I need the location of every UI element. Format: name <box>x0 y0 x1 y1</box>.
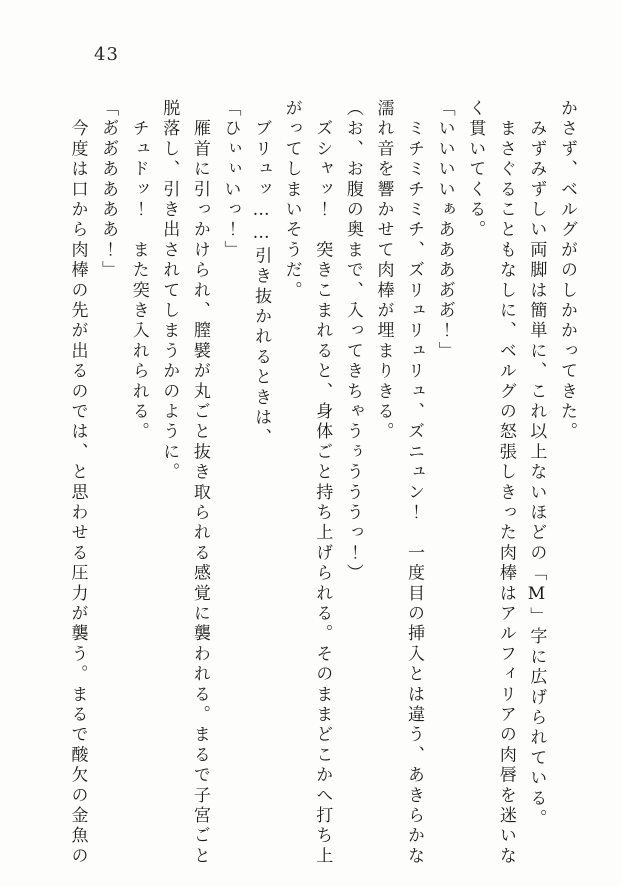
text-column: みずみずしい両脚は簡単に、これ以上ないほどの「M」字に広げられている。 <box>526 99 547 830</box>
text-block <box>62 99 582 881</box>
text-column: 「あ゙あ゙ああああ！」 <box>98 99 119 281</box>
text-column: ブリュッ……引き抜かれるときは、 <box>251 99 272 449</box>
text-column: がってしまいそうだ。 <box>281 99 302 301</box>
text-column: かさず、ベルグがのしかかってきた。 <box>557 99 577 443</box>
text-column: 脱落し、引き出されてしまうかのように。 <box>159 99 180 483</box>
text-column: ミチミチミチ、ズリュリュリュ、ズニュン！ 一度目の挿入とは違う、あきらかな <box>404 99 425 867</box>
text-column: 今度は口から肉棒の先が出るのでは、と思わせる圧力が襲う。まるで酸欠の金魚の <box>67 99 88 867</box>
text-column: チュドッ！ また突き入れられる。 <box>128 99 149 443</box>
text-column: （お、お腹の奥まで、入ってきちゃうぅうううっ！） <box>342 99 363 584</box>
text-column: 「いいいいぁああああ゙あ゙！」 <box>434 99 455 362</box>
text-column: く貫いてくる。 <box>465 99 486 241</box>
text-column: ズシャッ！ 突きこまれると、身体ごと持ち上げられる。そのままどこかへ打ち上 <box>312 99 333 867</box>
text-column: 「ひぃぃいっ！」 <box>220 99 241 261</box>
text-column: まさぐることもなしに、ベルグの怒張しきった肉棒はアルフィリアの肉唇を迷いな <box>495 99 516 867</box>
text-column: 濡れ音を響かせて肉棒が埋まりきる。 <box>373 99 394 443</box>
page-number: 43 <box>94 44 119 65</box>
text-column: 雁首に引っかけられ、膣襞が丸ごと抜き取られる感覚に襲われる。まるで子宮ごと <box>189 99 210 867</box>
